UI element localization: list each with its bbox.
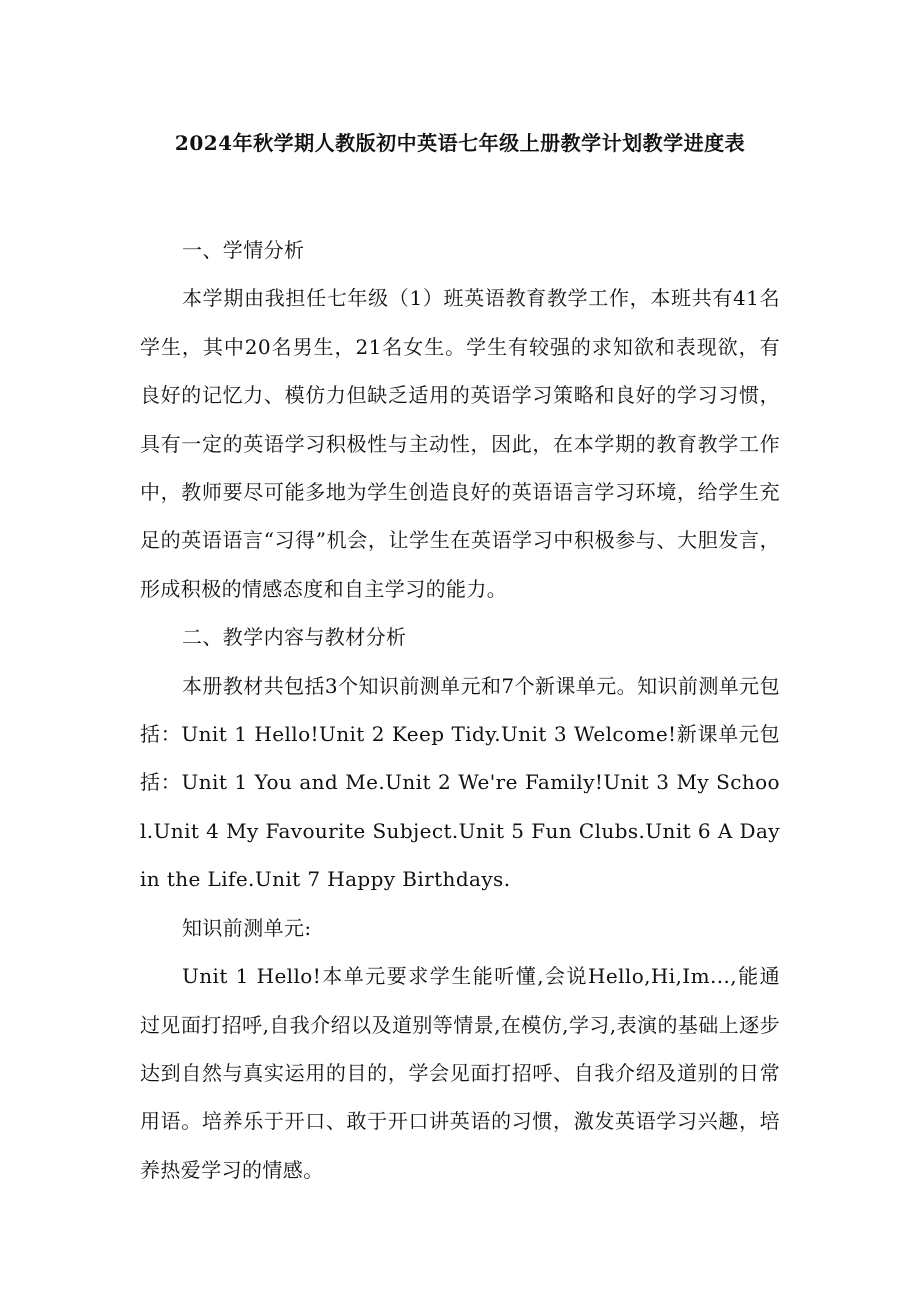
document-body xyxy=(140,226,780,1194)
paragraph-learning-analysis: 本学期由我担任七年级（1）班英语教育教学工作，本班共有41名学生，其中20名男生，21名女生。学生有较强的求知欲和表现欲，有良好的记忆力、模仿力但缺乏适用的英语学习策略和良好的学习习惯，具有一定的英语学习积极性与主动性，因此，在本学期的教育教学工作中，教师要尽可能多地为学生创造良好的英语语言学习环境，给学生充足的英语语言“习得”机会，让学生在英语学习中积极参与、大胆发言，形成积极的情感态度和自主学习的能力。 xyxy=(140,286,780,601)
section-heading-pretest-units: 知识前测单元: xyxy=(182,915,312,940)
paragraph-teaching-content: 本册教材共包括3个知识前测单元和7个新课单元。知识前测单元包括：Unit 1 Hello!Unit 2 Keep Tidy.Unit 3 Welcome!新课单元包括：Unit 1 You and Me.Unit 2 We're Family!Unit 3 My School.Unit 4 My Favourite Subject.Unit 5 Fun Clubs.Unit 6 A Day in the Life.Unit 7 Happy Birthdays. xyxy=(140,673,780,892)
section-heading-teaching-content: 二、教学内容与教材分析 xyxy=(182,625,407,650)
document-title: 2024年秋学期人教版初中英语七年级上册教学计划教学进度表 xyxy=(174,131,746,155)
section-heading-learning-analysis: 一、学情分析 xyxy=(182,238,305,262)
paragraph-unit1-hello: Unit 1 Hello!本单元要求学生能听懂,会说Hello,Hi,Im...,能通过见面打招呼,自我介绍以及道别等情景,在模仿,学习,表演的基础上逐步达到自然与真实运用的目的，学会见面打招呼、自我介绍及道别的日常用语。培养乐于开口、敢于开口讲英语的习惯，激发英语学习兴趣，培养热爱学习的情感。 xyxy=(140,964,780,1182)
